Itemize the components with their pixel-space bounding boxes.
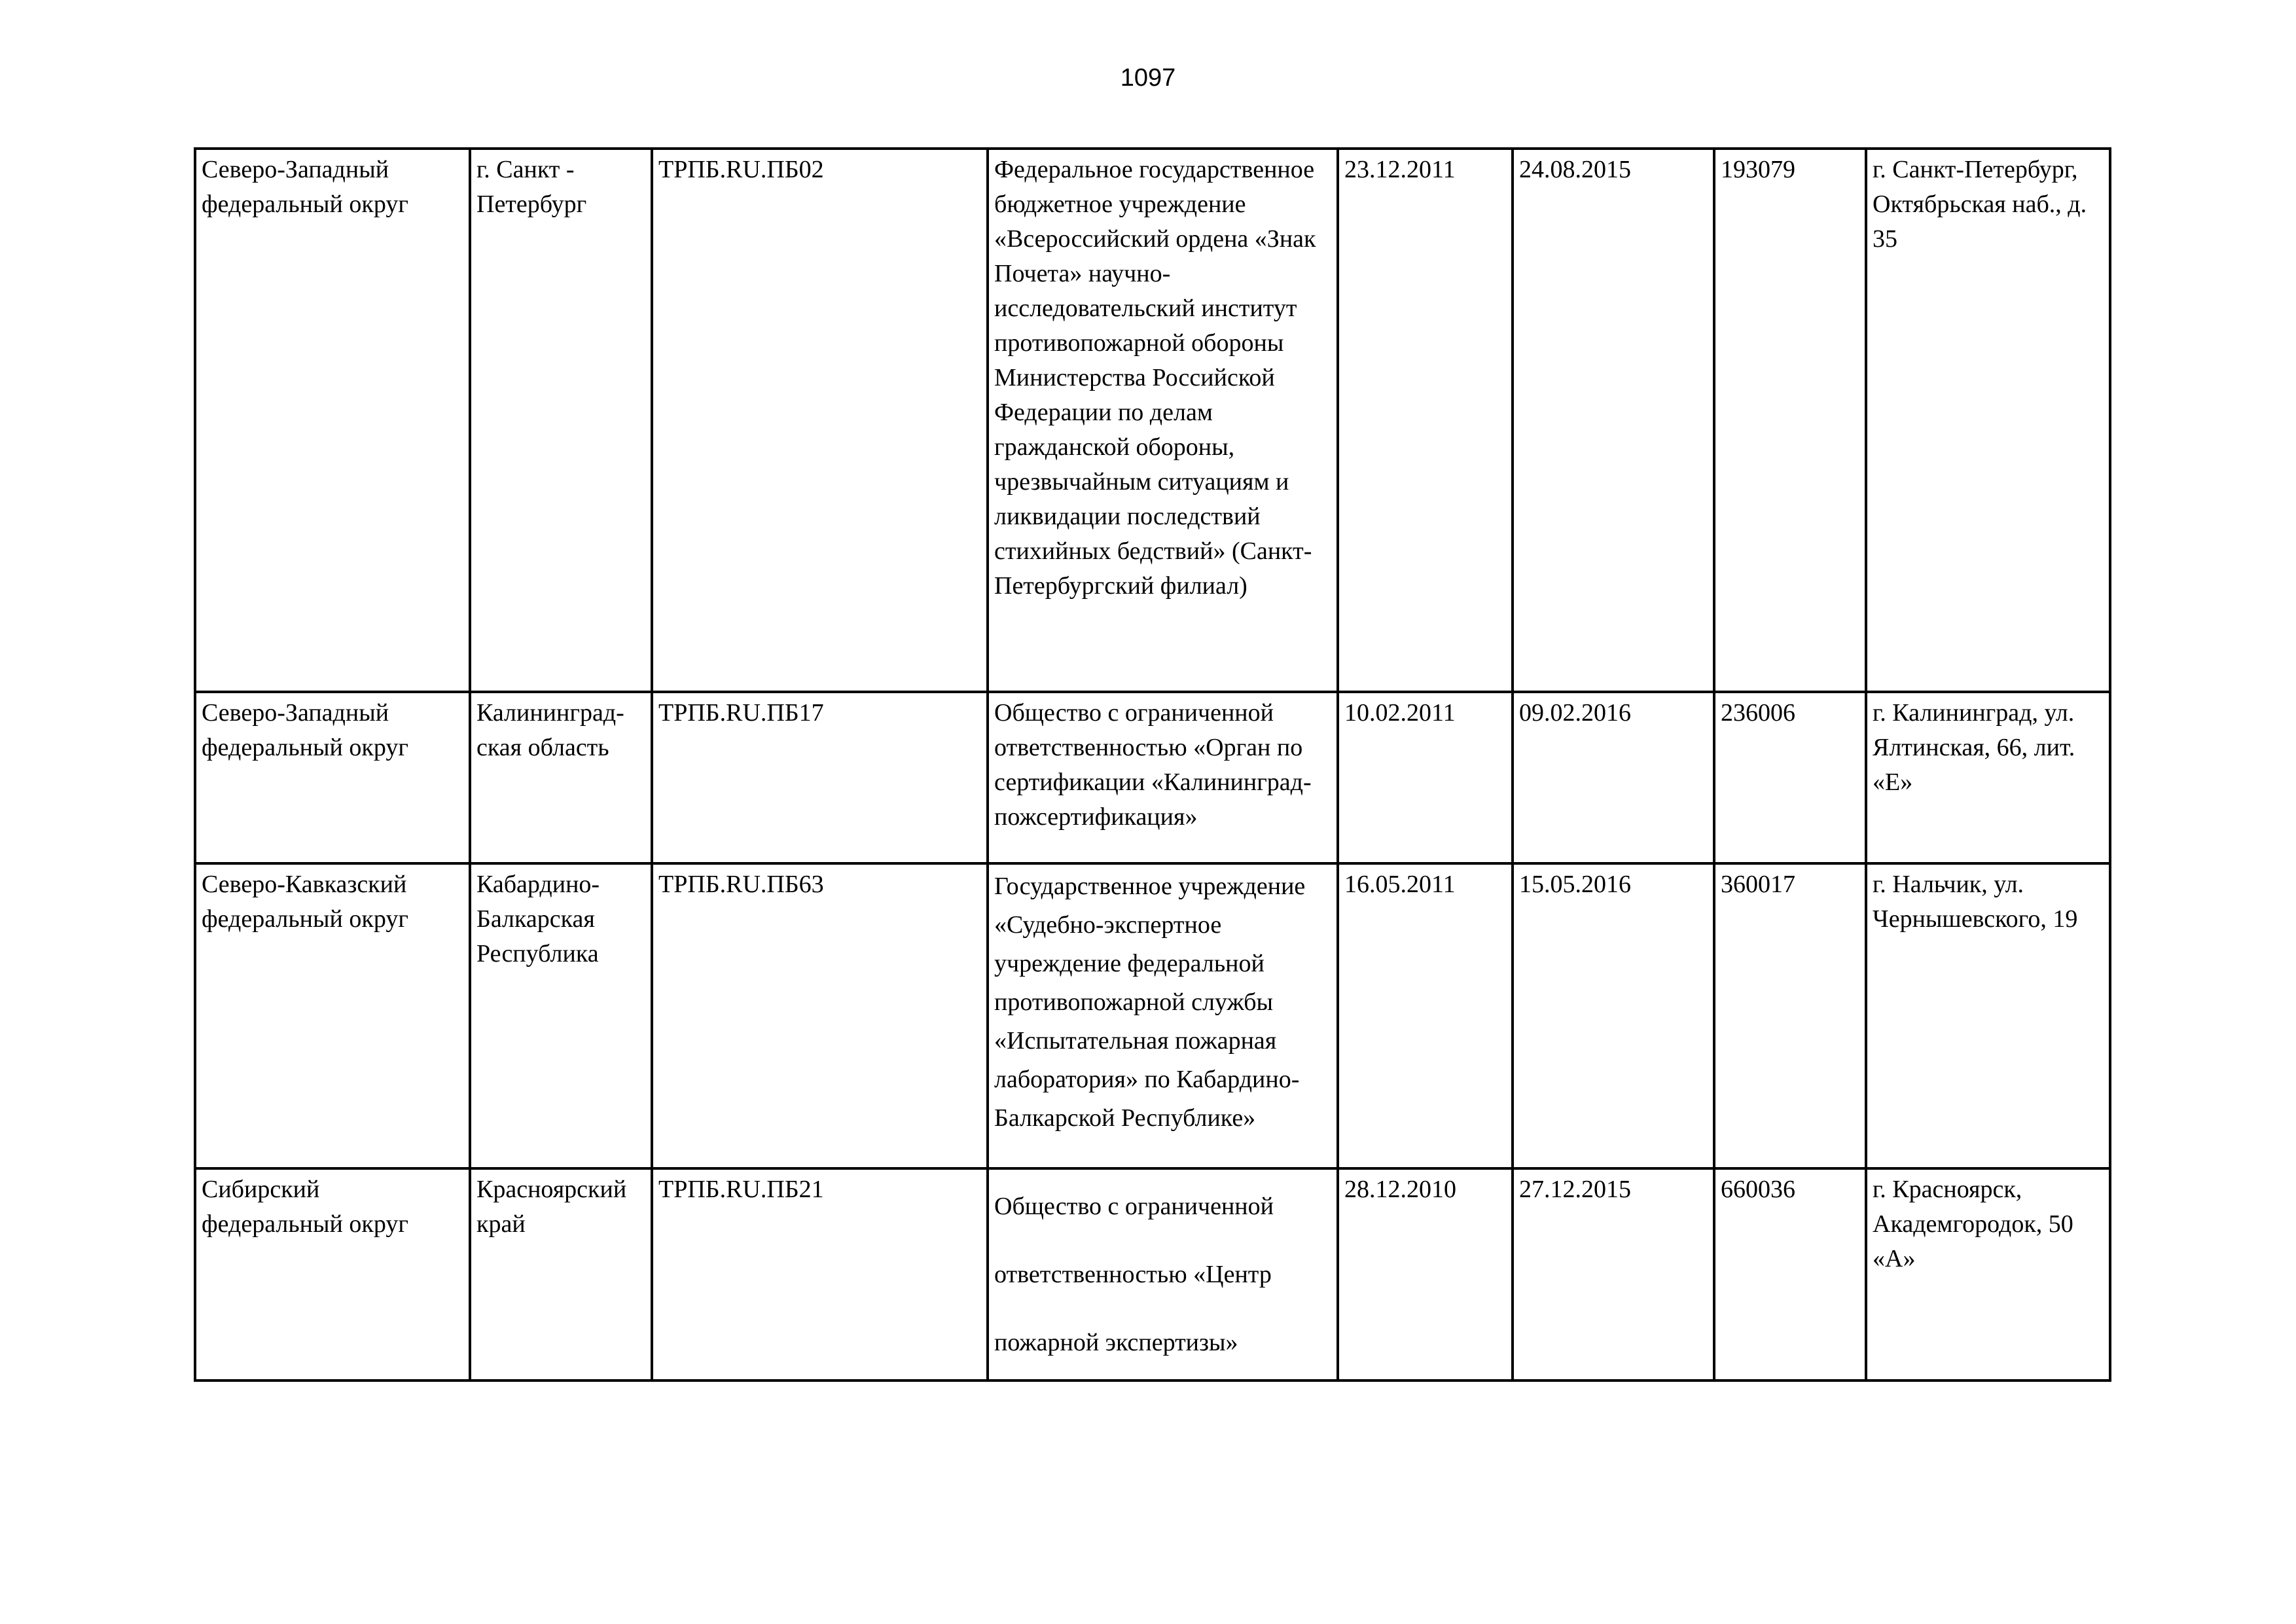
validity-date-cell: 24.08.2015 [1513, 149, 1714, 692]
postcode-cell: 236006 [1714, 692, 1866, 863]
region-cell: Кабардино-Балкарская Республика [470, 863, 652, 1168]
page-number: 1097 [1120, 64, 1176, 92]
registration-number-cell: ТРПБ.RU.ПБ21 [652, 1168, 988, 1380]
registry-table [194, 147, 2111, 1382]
district-cell: Сибирский федеральный округ [195, 1168, 470, 1380]
organization-cell: Государственное учреждение «Судебно-экспертное учреждение федеральной противопожарной службы «Испытательная пожарная лаборатория» по Кабардино-Балкарской Республике» [988, 863, 1338, 1168]
registration-date-cell: 16.05.2011 [1338, 863, 1513, 1168]
district-cell: Северо-Западный федеральный округ [195, 149, 470, 692]
registration-number-cell: ТРПБ.RU.ПБ17 [652, 692, 988, 863]
validity-date-cell: 09.02.2016 [1513, 692, 1714, 863]
validity-date-cell: 27.12.2015 [1513, 1168, 1714, 1380]
registration-date-cell: 28.12.2010 [1338, 1168, 1513, 1380]
address-cell: г. Красноярск, Академгородок, 50 «А» [1866, 1168, 2110, 1380]
postcode-cell: 360017 [1714, 863, 1866, 1168]
address-cell: г. Санкт-Петербург, Октябрьская наб., д. 35 [1866, 149, 2110, 692]
district-cell: Северо-Кавказский федеральный округ [195, 863, 470, 1168]
organization-cell: Общество с ограниченной ответственностью «Орган по сертификации «Калининград-пожсертификация» [988, 692, 1338, 863]
postcode-cell: 193079 [1714, 149, 1866, 692]
table-row [195, 692, 2110, 863]
region-cell: Красноярский край [470, 1168, 652, 1380]
table-row [195, 863, 2110, 1168]
address-cell: г. Калининград, ул. Ялтинская, 66, лит. «Е» [1866, 692, 2110, 863]
registration-number-cell: ТРПБ.RU.ПБ63 [652, 863, 988, 1168]
table-row [195, 149, 2110, 692]
organization-cell: Общество с ограниченной ответственностью «Центр пожарной экспертизы» [988, 1168, 1338, 1380]
region-cell: Калининград-ская область [470, 692, 652, 863]
address-cell: г. Нальчик, ул. Чернышевского, 19 [1866, 863, 2110, 1168]
organization-cell: Федеральное государственное бюджетное учреждение «Всероссийский ордена «Знак Почета» научно-исследовательский институт противопожарной обороны Министерства Российской Федерации по делам гражданской обороны, чрезвычайным ситуациям и ликвидации последствий стихийных бедствий» (Санкт-Петербургский филиал) [988, 149, 1338, 692]
registration-number-cell: ТРПБ.RU.ПБ02 [652, 149, 988, 692]
region-cell: г. Санкт - Петербург [470, 149, 652, 692]
validity-date-cell: 15.05.2016 [1513, 863, 1714, 1168]
district-cell: Северо-Западный федеральный округ [195, 692, 470, 863]
registration-date-cell: 10.02.2011 [1338, 692, 1513, 863]
postcode-cell: 660036 [1714, 1168, 1866, 1380]
registration-date-cell: 23.12.2011 [1338, 149, 1513, 692]
table-row [195, 1168, 2110, 1380]
